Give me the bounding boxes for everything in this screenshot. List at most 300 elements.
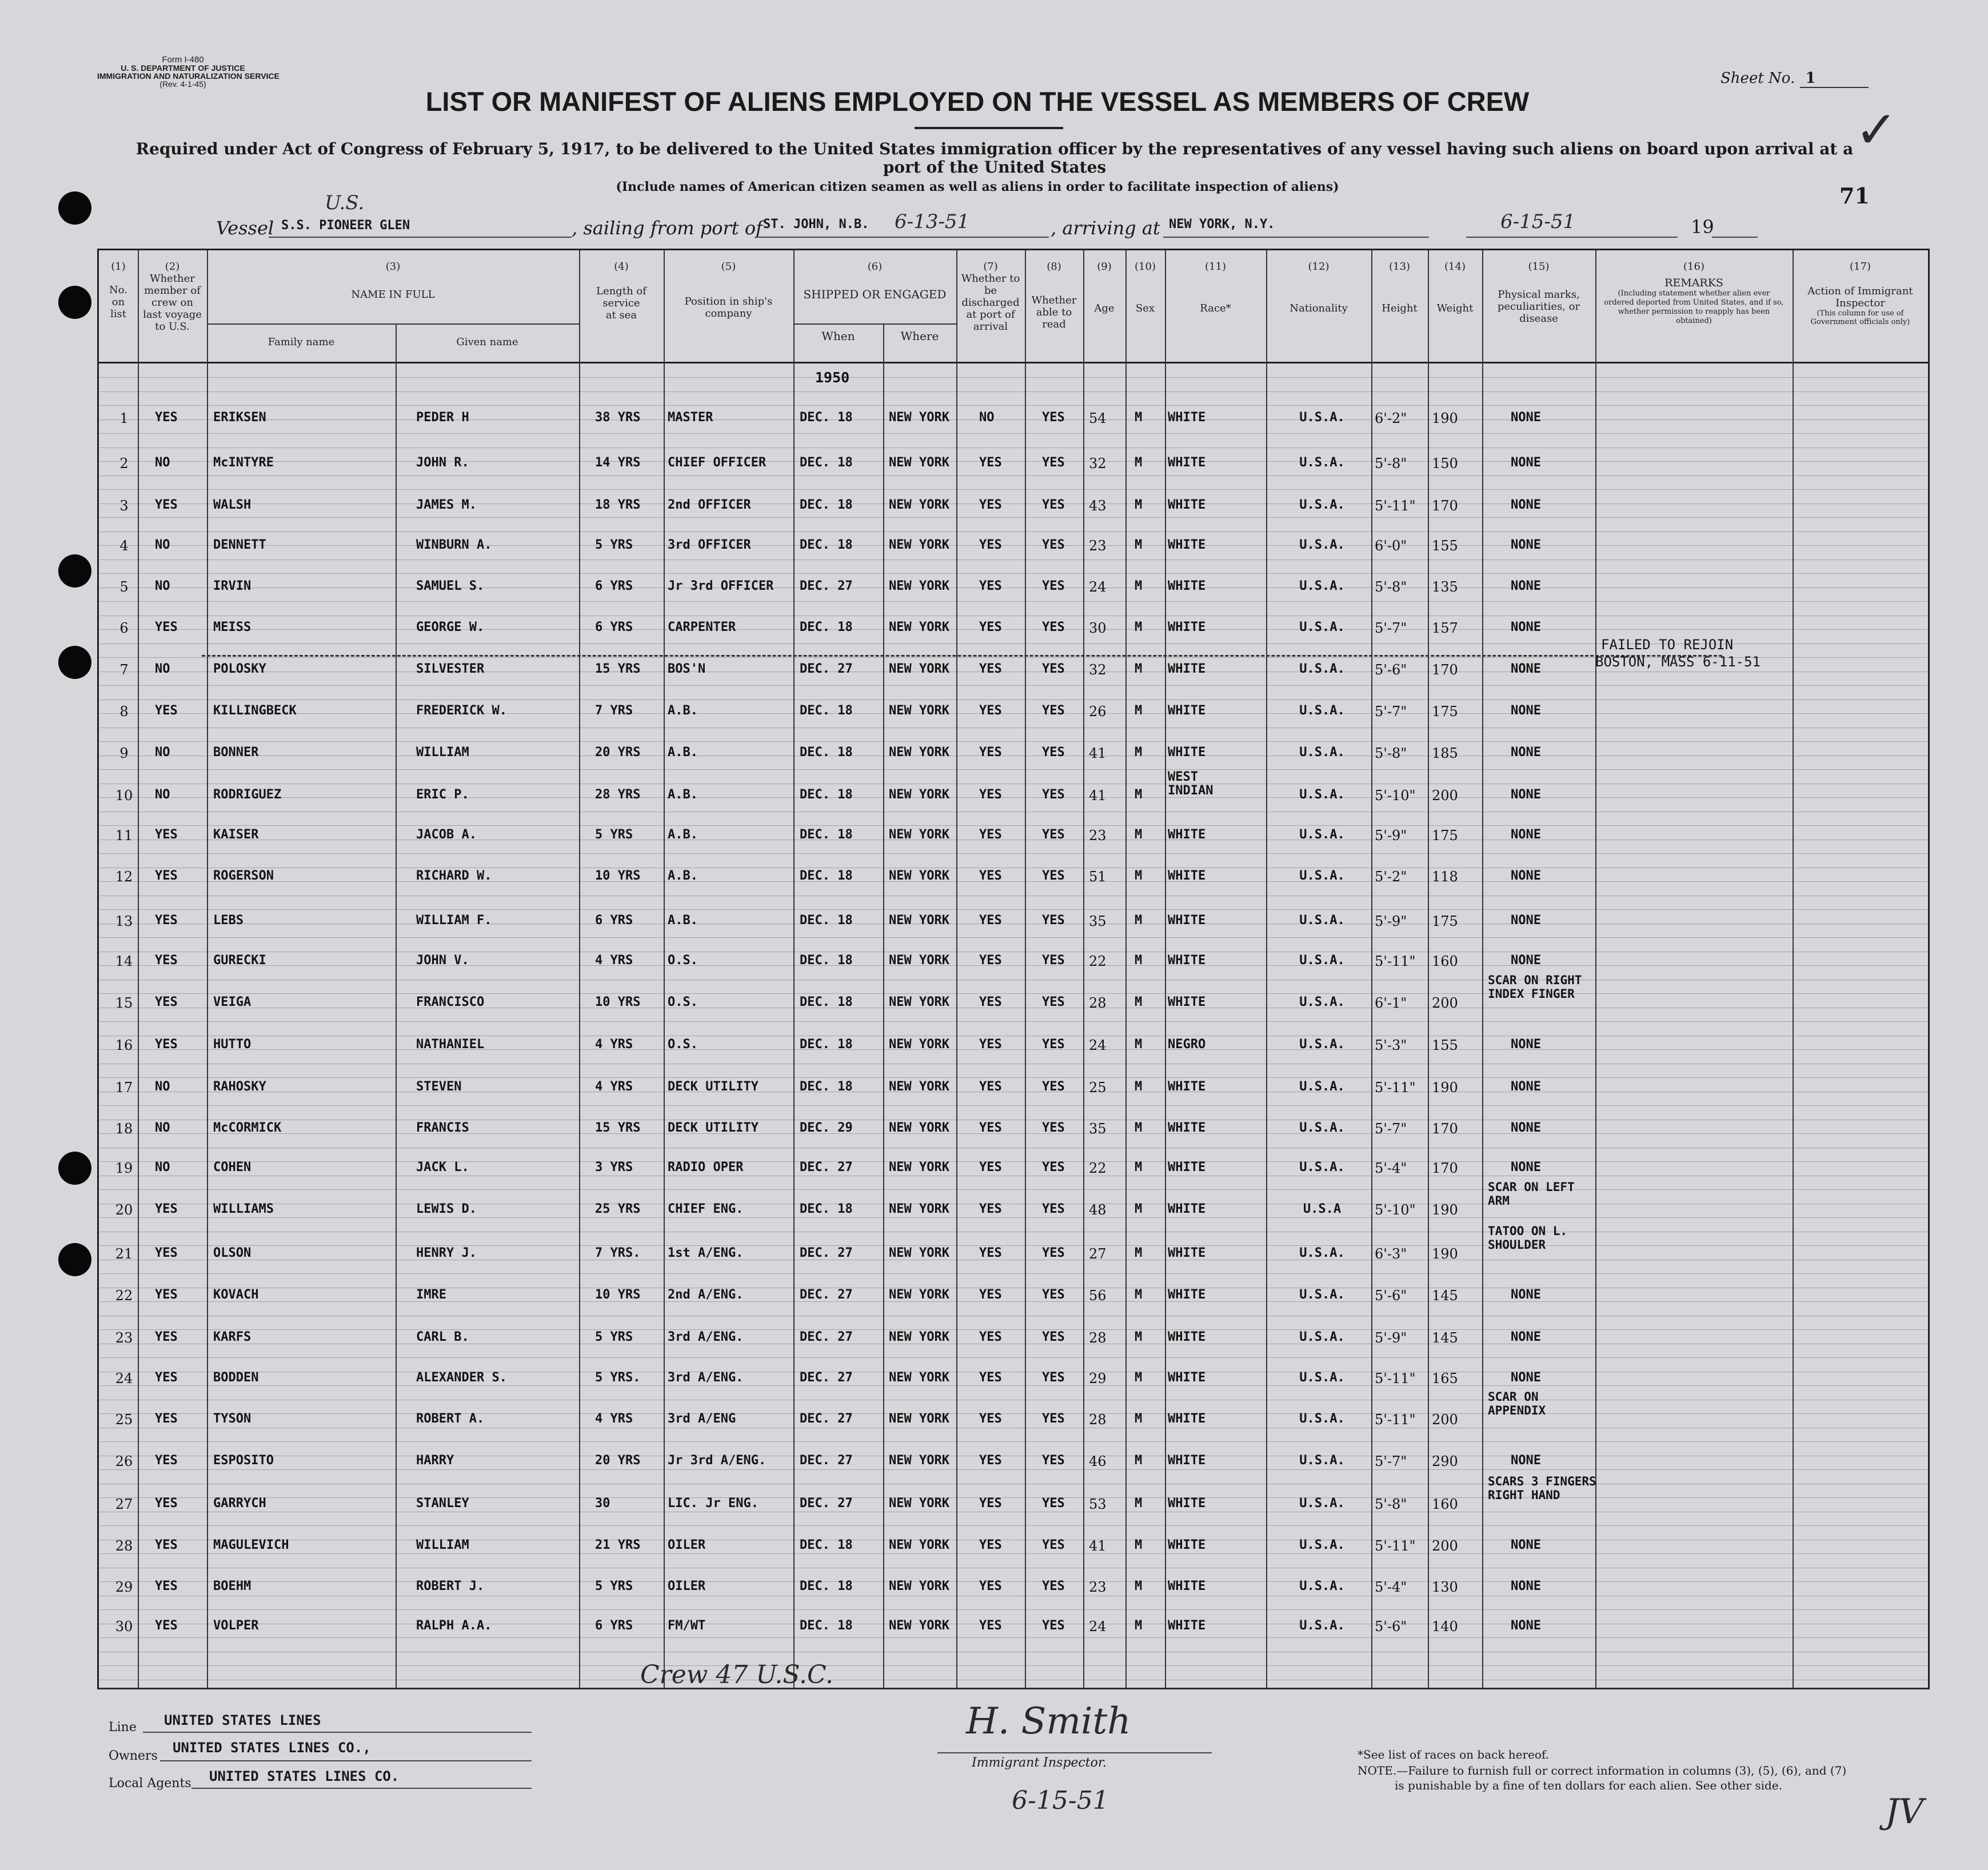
shipped-when-cell: DEC. 18 xyxy=(800,828,853,842)
able-to-read-cell: YES xyxy=(1042,745,1065,760)
shipped-when-cell: DEC. 18 xyxy=(800,1619,853,1633)
weight-cell: 150 xyxy=(1432,455,1458,472)
row-number-cell: 26 xyxy=(115,1453,133,1469)
age-cell: 28 xyxy=(1089,1412,1107,1428)
physical-marks-cell: NONE xyxy=(1511,538,1541,552)
able-to-read-cell: YES xyxy=(1042,1496,1065,1511)
given-name-cell: STANLEY xyxy=(416,1496,469,1511)
position-cell: OILER xyxy=(668,1579,706,1593)
arrival-date-underline xyxy=(1466,237,1678,238)
ruled-line xyxy=(99,769,1928,770)
height-cell: 5'-7" xyxy=(1375,704,1407,720)
col-16-header xyxy=(1595,261,1793,326)
shipped-where-cell: NEW YORK xyxy=(889,1370,949,1385)
race-cell: WEST INDIAN xyxy=(1168,770,1213,798)
to-be-discharged-cell: YES xyxy=(979,913,1002,928)
physical-marks-cell: NONE xyxy=(1511,1160,1541,1174)
sex-cell: M xyxy=(1135,995,1143,1009)
family-name-cell: MEISS xyxy=(213,620,252,634)
sex-cell: M xyxy=(1135,538,1143,552)
col-divider xyxy=(579,250,580,1688)
given-name-cell: HARRY xyxy=(416,1453,454,1468)
height-cell: 5'-7" xyxy=(1375,1453,1407,1469)
row-number-cell: 5 xyxy=(119,579,129,595)
height-cell: 5'-6" xyxy=(1375,1288,1407,1304)
given-name-cell: FRANCIS xyxy=(416,1121,469,1135)
given-name-cell: FRANCISCO xyxy=(416,995,485,1009)
inspector-date: 6-15-51 xyxy=(1012,1786,1109,1815)
shipped-when-cell: DEC. 18 xyxy=(800,1538,853,1552)
row-number-cell: 2 xyxy=(119,455,129,472)
able-to-read-cell: YES xyxy=(1042,1037,1065,1052)
nationality-cell: U.S.A. xyxy=(1299,538,1345,552)
physical-marks-cell: NONE xyxy=(1511,1080,1541,1094)
age-cell: 29 xyxy=(1089,1370,1107,1386)
length-of-service-cell: 6 YRS xyxy=(595,620,633,634)
physical-marks-cell: SCAR ON RIGHT INDEX FINGER xyxy=(1488,973,1582,1001)
col-15-label: Physical marks, peculiarities, or disease xyxy=(1497,289,1580,325)
col-15-number: (15) xyxy=(1528,261,1550,273)
col-divider xyxy=(138,250,139,1688)
physical-marks-cell: NONE xyxy=(1511,1288,1541,1302)
row-number-cell: 7 xyxy=(119,662,129,678)
length-of-service-cell: 14 YRS xyxy=(595,455,641,470)
age-cell: 23 xyxy=(1089,828,1107,844)
able-to-read-cell: YES xyxy=(1042,1370,1065,1385)
shipped-where-cell: NEW YORK xyxy=(889,410,949,425)
physical-marks-cell: SCAR ON LEFT ARM xyxy=(1488,1180,1575,1208)
sheet-number xyxy=(1720,70,1869,88)
punch-hole xyxy=(58,191,91,225)
able-to-read-cell: YES xyxy=(1042,1330,1065,1344)
sex-cell: M xyxy=(1135,913,1143,928)
col-divider xyxy=(1266,250,1267,1688)
ruled-line xyxy=(99,1469,1928,1470)
nationality-cell: U.S.A. xyxy=(1299,662,1345,676)
punch-hole xyxy=(58,554,91,588)
to-be-discharged-cell: YES xyxy=(979,1288,1002,1302)
shipped-where-cell: NEW YORK xyxy=(889,913,949,928)
sex-cell: M xyxy=(1135,1288,1143,1302)
length-of-service-cell: 6 YRS xyxy=(595,579,633,593)
ruled-line xyxy=(99,629,1928,630)
family-name-cell: DENNETT xyxy=(213,538,266,552)
given-name-cell: WILLIAM xyxy=(416,745,469,760)
col-divider xyxy=(1595,250,1596,1688)
family-name-cell: BODDEN xyxy=(213,1370,259,1385)
age-cell: 32 xyxy=(1089,455,1107,472)
shipped-where-cell: NEW YORK xyxy=(889,704,949,718)
physical-marks-cell: NONE xyxy=(1511,1579,1541,1593)
physical-marks-cell: SCARS 3 FINGERS RIGHT HAND xyxy=(1488,1475,1596,1502)
shipped-when-cell: DEC. 18 xyxy=(800,788,853,802)
arriving-label: , arriving at xyxy=(1051,217,1160,239)
height-cell: 5'-4" xyxy=(1375,1579,1407,1595)
shipped-where-cell: NEW YORK xyxy=(889,1453,949,1468)
race-cell: WHITE xyxy=(1168,1080,1206,1094)
given-name-cell: STEVEN xyxy=(416,1080,462,1094)
length-of-service-cell: 7 YRS. xyxy=(595,1246,641,1260)
crew-last-voyage-cell: YES xyxy=(155,828,178,842)
shipped-when-cell: DEC. 27 xyxy=(800,1246,853,1260)
header-subdivider xyxy=(794,323,956,325)
ruled-line xyxy=(99,1105,1928,1106)
weight-cell: 135 xyxy=(1432,579,1458,595)
shipped-when-cell: DEC. 27 xyxy=(800,662,853,676)
shipped-where-cell: NEW YORK xyxy=(889,1619,949,1633)
where-header: Where xyxy=(900,329,939,343)
physical-marks-cell: NONE xyxy=(1511,745,1541,760)
height-cell: 5'-7" xyxy=(1375,1121,1407,1137)
col-2-header xyxy=(138,261,207,333)
col-15-header xyxy=(1482,261,1595,325)
col-11-header xyxy=(1165,261,1266,314)
shipped-where-cell: NEW YORK xyxy=(889,1412,949,1426)
punch-hole xyxy=(58,286,91,319)
given-name-cell: ALEXANDER S. xyxy=(416,1370,507,1385)
race-cell: WHITE xyxy=(1168,869,1206,883)
shipped-where-cell: NEW YORK xyxy=(889,1246,949,1260)
col-5-header xyxy=(664,261,793,319)
family-name-cell: ROGERSON xyxy=(213,869,274,883)
physical-marks-cell: NONE xyxy=(1511,498,1541,512)
length-of-service-cell: 5 YRS xyxy=(595,1330,633,1344)
able-to-read-cell: YES xyxy=(1042,995,1065,1009)
height-cell: 5'-8" xyxy=(1375,455,1407,472)
age-cell: 51 xyxy=(1089,869,1107,885)
physical-marks-cell: NONE xyxy=(1511,953,1541,968)
ruled-line xyxy=(99,489,1928,490)
position-cell: O.S. xyxy=(668,953,698,968)
remarks-row-7-line-2: BOSTON, MASS 6-11-51 xyxy=(1595,654,1761,670)
position-cell: CHIEF OFFICER xyxy=(668,455,767,470)
given-name-cell: WILLIAM xyxy=(416,1538,469,1552)
race-cell: WHITE xyxy=(1168,1288,1206,1302)
sex-cell: M xyxy=(1135,410,1143,425)
given-name-cell: LEWIS D. xyxy=(416,1202,477,1216)
nationality-cell: U.S.A. xyxy=(1299,620,1345,634)
crew-last-voyage-cell: YES xyxy=(155,1330,178,1344)
vessel-name: S.S. PIONEER GLEN xyxy=(281,218,410,233)
ruled-line xyxy=(99,1553,1928,1554)
length-of-service-cell: 10 YRS xyxy=(595,1288,641,1302)
age-cell: 22 xyxy=(1089,953,1107,969)
physical-marks-cell: NONE xyxy=(1511,1330,1541,1344)
nationality-cell: U.S.A. xyxy=(1299,913,1345,928)
crew-last-voyage-cell: YES xyxy=(155,953,178,968)
crew-last-voyage-cell: YES xyxy=(155,1246,178,1260)
shipped-where-cell: NEW YORK xyxy=(889,953,949,968)
length-of-service-cell: 15 YRS xyxy=(595,662,641,676)
family-name-cell: MAGULEVICH xyxy=(213,1538,289,1552)
col-4-label: Length of service at sea xyxy=(596,285,646,321)
crew-last-voyage-cell: NO xyxy=(155,1121,170,1135)
able-to-read-cell: YES xyxy=(1042,410,1065,425)
shipped-when-cell: DEC. 27 xyxy=(800,1330,853,1344)
ruled-line xyxy=(99,1665,1928,1666)
ruled-line xyxy=(99,1161,1928,1162)
shipped-where-cell: NEW YORK xyxy=(889,869,949,883)
given-name-header: Given name xyxy=(456,336,518,348)
crew-last-voyage-cell: NO xyxy=(155,745,170,760)
length-of-service-cell: 4 YRS xyxy=(595,953,633,968)
sex-cell: M xyxy=(1135,1080,1143,1094)
row-number-cell: 8 xyxy=(119,704,129,720)
punch-hole xyxy=(58,646,91,679)
ruled-line xyxy=(99,1637,1928,1638)
ruled-line xyxy=(99,545,1928,546)
physical-marks-cell: NONE xyxy=(1511,1538,1541,1552)
position-cell: DECK UTILITY xyxy=(668,1121,759,1135)
col-divider xyxy=(207,250,208,1688)
col-divider xyxy=(1025,250,1026,1688)
able-to-read-cell: YES xyxy=(1042,455,1065,470)
nationality-cell: U.S.A. xyxy=(1299,1412,1345,1426)
able-to-read-cell: YES xyxy=(1042,579,1065,593)
shipped-when-cell: DEC. 18 xyxy=(800,704,853,718)
punch-hole xyxy=(58,1243,91,1276)
footer-owners-value: UNITED STATES LINES CO., xyxy=(173,1740,371,1756)
position-cell: A.B. xyxy=(668,828,698,842)
nationality-cell: U.S.A. xyxy=(1299,1453,1345,1468)
inspector-signature: H. Smith xyxy=(966,1700,1131,1743)
to-be-discharged-cell: YES xyxy=(979,620,1002,634)
ruled-line xyxy=(99,741,1928,742)
fine-note-1: NOTE.—Failure to furnish full or correct information in columns (3), (5), (6), and (7) xyxy=(1358,1764,1847,1777)
shipped-where-cell: NEW YORK xyxy=(889,1330,949,1344)
crew-last-voyage-cell: NO xyxy=(155,1160,170,1174)
to-be-discharged-cell: YES xyxy=(979,828,1002,842)
position-cell: Jr 3rd A/ENG. xyxy=(668,1453,767,1468)
shipped-where-cell: NEW YORK xyxy=(889,1202,949,1216)
height-cell: 5'-8" xyxy=(1375,579,1407,595)
shipped-where-cell: NEW YORK xyxy=(889,1538,949,1552)
height-cell: 5'-11" xyxy=(1375,1370,1416,1386)
physical-marks-cell: NONE xyxy=(1511,913,1541,928)
family-name-cell: KAISER xyxy=(213,828,259,842)
col-14-header xyxy=(1428,261,1482,314)
age-cell: 53 xyxy=(1089,1496,1107,1512)
sex-cell: M xyxy=(1135,1202,1143,1216)
col-1-header xyxy=(99,261,138,320)
nationality-cell: U.S.A. xyxy=(1299,869,1345,883)
crew-last-voyage-cell: YES xyxy=(155,1538,178,1552)
ruled-line xyxy=(99,1245,1928,1246)
position-cell: FM/WT xyxy=(668,1619,706,1633)
shipped-when-cell: DEC. 29 xyxy=(800,1121,853,1135)
sheet-value: 1 xyxy=(1800,70,1869,88)
ruled-line xyxy=(99,1525,1928,1526)
given-name-cell: FREDERICK W. xyxy=(416,704,507,718)
weight-cell: 145 xyxy=(1432,1288,1458,1304)
race-cell: NEGRO xyxy=(1168,1037,1206,1052)
weight-cell: 200 xyxy=(1432,788,1458,804)
position-cell: A.B. xyxy=(668,869,698,883)
sex-cell: M xyxy=(1135,1037,1143,1052)
given-name-cell: WILLIAM F. xyxy=(416,913,492,928)
weight-cell: 157 xyxy=(1432,620,1458,636)
footer-line-label: Line xyxy=(109,1720,137,1735)
position-cell: 2nd OFFICER xyxy=(668,498,751,512)
able-to-read-cell: YES xyxy=(1042,1160,1065,1174)
ruled-line xyxy=(99,1189,1928,1190)
family-name-cell: GARRYCH xyxy=(213,1496,266,1511)
shipped-when-cell: DEC. 27 xyxy=(800,579,853,593)
ruled-line xyxy=(99,433,1928,434)
crew-last-voyage-cell: NO xyxy=(155,455,170,470)
nationality-cell: U.S.A. xyxy=(1299,1160,1345,1174)
length-of-service-cell: 4 YRS xyxy=(595,1080,633,1094)
height-cell: 5'-3" xyxy=(1375,1037,1407,1053)
shipped-where-cell: NEW YORK xyxy=(889,1037,949,1052)
race-cell: WHITE xyxy=(1168,745,1206,760)
age-cell: 41 xyxy=(1089,1538,1107,1554)
height-cell: 5'-8" xyxy=(1375,1496,1407,1512)
clerk-initials: JV xyxy=(1885,1792,1924,1832)
height-cell: 5'-2" xyxy=(1375,869,1407,885)
nationality-cell: U.S.A. xyxy=(1299,1496,1345,1511)
vessel-label: Vessel xyxy=(216,217,274,239)
ruled-line xyxy=(99,1021,1928,1022)
crew-last-voyage-cell: YES xyxy=(155,1288,178,1302)
to-be-discharged-cell: YES xyxy=(979,1121,1002,1135)
shipped-when-cell: DEC. 18 xyxy=(800,913,853,928)
col-1-label: No. on list xyxy=(109,284,127,320)
able-to-read-cell: YES xyxy=(1042,953,1065,968)
position-cell: Jr 3rd OFFICER xyxy=(668,579,774,593)
shipped-when-cell: DEC. 18 xyxy=(800,1202,853,1216)
weight-cell: 190 xyxy=(1432,410,1458,426)
height-cell: 5'-8" xyxy=(1375,745,1407,761)
able-to-read-cell: YES xyxy=(1042,1619,1065,1633)
row-number-cell: 29 xyxy=(115,1579,133,1595)
ruled-line xyxy=(99,461,1928,462)
height-cell: 5'-9" xyxy=(1375,828,1407,844)
ruled-line xyxy=(99,853,1928,854)
row-number-cell: 27 xyxy=(115,1496,133,1512)
family-name-cell: ESPOSITO xyxy=(213,1453,274,1468)
ruled-line xyxy=(99,1049,1928,1050)
position-cell: 3rd A/ENG xyxy=(668,1412,736,1426)
height-cell: 5'-10" xyxy=(1375,788,1416,804)
shipped-where-cell: NEW YORK xyxy=(889,1496,949,1511)
weight-cell: 140 xyxy=(1432,1619,1458,1635)
col-9-number: (9) xyxy=(1097,261,1112,273)
able-to-read-cell: YES xyxy=(1042,1246,1065,1260)
row-number-cell: 18 xyxy=(115,1121,133,1137)
given-name-cell: SILVESTER xyxy=(416,662,485,676)
footer-line-underline xyxy=(143,1732,532,1733)
race-cell: WHITE xyxy=(1168,995,1206,1009)
position-cell: MASTER xyxy=(668,410,713,425)
ruled-line xyxy=(99,1609,1928,1610)
col-17-number: (17) xyxy=(1850,261,1871,273)
shipped-when-cell: DEC. 18 xyxy=(800,410,853,425)
to-be-discharged-cell: YES xyxy=(979,1246,1002,1260)
length-of-service-cell: 15 YRS xyxy=(595,1121,641,1135)
family-name-cell: RAHOSKY xyxy=(213,1080,266,1094)
family-name-cell: McCORMICK xyxy=(213,1121,282,1135)
sex-cell: M xyxy=(1135,1538,1143,1552)
age-cell: 32 xyxy=(1089,662,1107,678)
to-be-discharged-cell: YES xyxy=(979,1619,1002,1633)
row-number-cell: 12 xyxy=(115,869,133,885)
subtitle xyxy=(103,140,1886,177)
weight-cell: 160 xyxy=(1432,953,1458,969)
weight-cell: 130 xyxy=(1432,1579,1458,1595)
height-cell: 5'-7" xyxy=(1375,620,1407,636)
position-cell: LIC. Jr ENG. xyxy=(668,1496,759,1511)
able-to-read-cell: YES xyxy=(1042,1453,1065,1468)
col-7-header xyxy=(956,261,1025,333)
shipped-when-cell: DEC. 18 xyxy=(800,455,853,470)
able-to-read-cell: YES xyxy=(1042,620,1065,634)
shipped-where-cell: NEW YORK xyxy=(889,828,949,842)
given-name-cell: JOHN V. xyxy=(416,953,469,968)
form-department: U. S. DEPARTMENT OF JUSTICE xyxy=(121,63,245,73)
shipped-when-cell: DEC. 27 xyxy=(800,1160,853,1174)
stamp-number: 71 xyxy=(1839,183,1870,209)
race-cell: WHITE xyxy=(1168,828,1206,842)
vessel-underline xyxy=(269,237,572,238)
weight-cell: 200 xyxy=(1432,995,1458,1011)
family-name-cell: POLOSKY xyxy=(213,662,266,676)
given-name-cell: JACOB A. xyxy=(416,828,477,842)
weight-cell: 200 xyxy=(1432,1538,1458,1554)
height-cell: 6'-0" xyxy=(1375,538,1407,554)
ruled-line xyxy=(99,1217,1928,1218)
footer-agents-value: UNITED STATES LINES CO. xyxy=(209,1768,400,1784)
length-of-service-cell: 30 xyxy=(595,1496,610,1511)
nationality-cell: U.S.A. xyxy=(1299,1037,1345,1052)
arrival-underline xyxy=(1163,237,1429,238)
row-number-cell: 23 xyxy=(115,1330,133,1346)
length-of-service-cell: 21 YRS xyxy=(595,1538,641,1552)
crew-last-voyage-cell: YES xyxy=(155,869,178,883)
nationality-cell: U.S.A. xyxy=(1299,1579,1345,1593)
crew-last-voyage-cell: YES xyxy=(155,1412,178,1426)
able-to-read-cell: YES xyxy=(1042,869,1065,883)
sex-cell: M xyxy=(1135,953,1143,968)
position-cell: 2nd A/ENG. xyxy=(668,1288,744,1302)
races-note: *See list of races on back hereof. xyxy=(1358,1748,1550,1761)
physical-marks-cell: NONE xyxy=(1511,410,1541,425)
to-be-discharged-cell: YES xyxy=(979,1202,1002,1216)
physical-marks-cell: NONE xyxy=(1511,455,1541,470)
sailing-label: , sailing from port of xyxy=(572,217,763,239)
crew-last-voyage-cell: YES xyxy=(155,1037,178,1052)
footer-line-value: UNITED STATES LINES xyxy=(164,1712,321,1728)
physical-marks-cell: NONE xyxy=(1511,828,1541,842)
shipped-where-cell: NEW YORK xyxy=(889,579,949,593)
height-cell: 5'-11" xyxy=(1375,498,1416,514)
shipped-where-cell: NEW YORK xyxy=(889,455,949,470)
ruled-line xyxy=(99,391,1928,392)
ruled-line xyxy=(99,377,1928,378)
sex-cell: M xyxy=(1135,869,1143,883)
length-of-service-cell: 10 YRS xyxy=(595,995,641,1009)
col-8-header xyxy=(1025,261,1083,330)
weight-cell: 190 xyxy=(1432,1246,1458,1262)
arrival-port: NEW YORK, N.Y. xyxy=(1169,217,1275,231)
ruled-line xyxy=(99,1581,1928,1582)
footer-agents-label: Local Agents xyxy=(109,1776,191,1791)
physical-marks-cell: NONE xyxy=(1511,788,1541,802)
length-of-service-cell: 18 YRS xyxy=(595,498,641,512)
nationality-cell: U.S.A. xyxy=(1299,704,1345,718)
nationality-cell: U.S.A. xyxy=(1299,995,1345,1009)
race-cell: WHITE xyxy=(1168,1160,1206,1174)
